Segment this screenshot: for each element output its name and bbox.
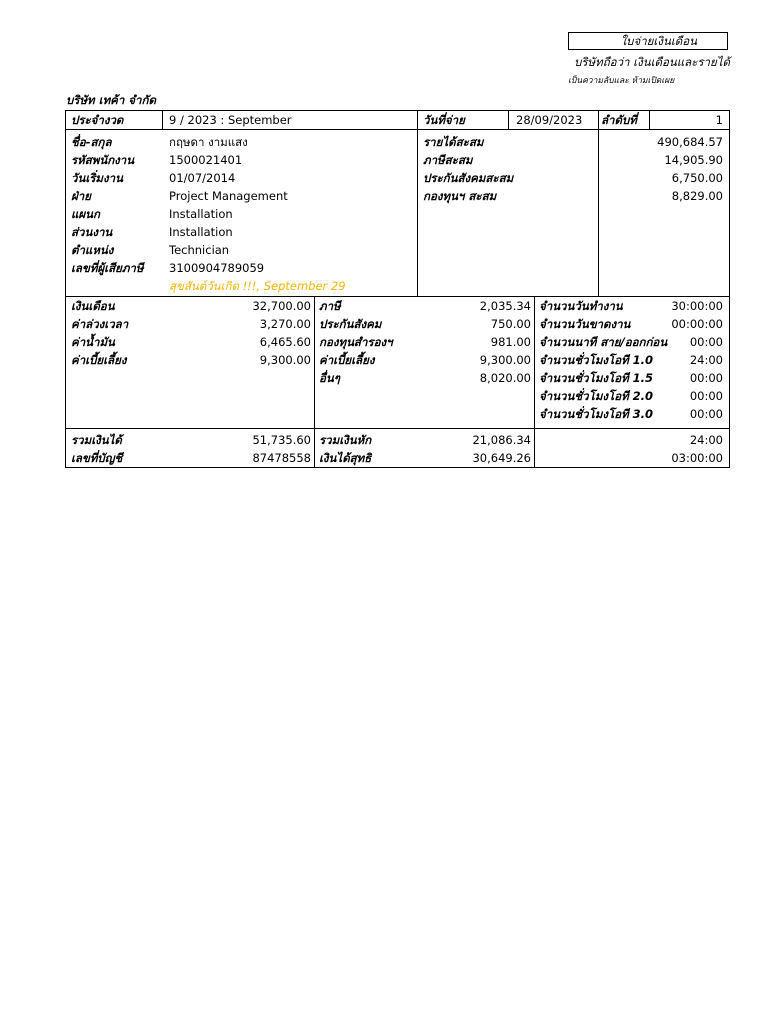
company-name: บริษัท เทค้า จำกัด (66, 93, 156, 107)
division-label: ฝ่าย (71, 189, 91, 203)
income-salary-label: เงินเดือน (71, 299, 115, 313)
attendance-late-value: 00:00 (689, 335, 723, 349)
attendance-ot20-value: 00:00 (689, 389, 723, 403)
payslip-title: ใบจ่ายเงินเดือน (568, 32, 728, 50)
total-deduction-label: รวมเงินหัก (319, 433, 372, 447)
section-value: Installation (169, 225, 233, 239)
divider (598, 111, 599, 296)
attendance-ot10-label: จำนวนชั่วโมงโอที 1.0 (539, 353, 654, 367)
employee-id-label: รหัสพนักงาน (71, 153, 135, 167)
acc-social-security-value: 6,750.00 (671, 171, 723, 185)
income-salary-value: 32,700.00 (252, 299, 311, 313)
attendance-ot30-value: 00:00 (689, 407, 723, 421)
attendance-ot15-label: จำนวนชั่วโมงโอที 1.5 (539, 371, 654, 385)
position-value: Technician (169, 243, 230, 257)
attendance-workdays-label: จำนวนวันทำงาน (539, 299, 623, 313)
attendance-late-label: จำนวนนาที สาย/ออกก่อน (539, 335, 668, 349)
divider (534, 296, 535, 467)
attendance-ot15-value: 00:00 (689, 371, 723, 385)
acc-social-security-label: ประกันสังคมสะสม (423, 171, 514, 185)
deduct-allowance-label: ค่าเบี้ยเลี้ยง (319, 353, 375, 367)
acc-tax-label: ภาษีสะสม (423, 153, 473, 167)
income-overtime-label: ค่าล่วงเวลา (71, 317, 129, 331)
acc-tax-value: 14,905.90 (664, 153, 723, 167)
attendance-ot20-label: จำนวนชั่วโมงโอที 2.0 (539, 389, 654, 403)
divider (66, 129, 729, 130)
sequence-label: ลำดับที่ (601, 113, 637, 127)
start-date-value: 01/07/2014 (169, 171, 236, 185)
acc-income-label: รายได้สะสม (423, 135, 484, 149)
income-allowance-value: 9,300.00 (259, 353, 311, 367)
deduct-social-security-label: ประกันสังคม (319, 317, 382, 331)
account-number-label: เลขที่บัญชี (71, 451, 123, 465)
account-number-value: 87478558 (252, 451, 311, 465)
tax-id-value: 3100904789059 (169, 261, 265, 275)
paydate-value: 28/09/2023 (516, 113, 583, 127)
acc-income-value: 490,684.57 (657, 135, 723, 149)
acc-fund-label: กองทุนฯ สะสม (423, 189, 497, 203)
deduct-social-security-value: 750.00 (490, 317, 531, 331)
company-statement: บริษัทถือว่า เงินเดือนและรายได้ (574, 55, 730, 69)
start-date-label: วันเริ่มงาน (71, 171, 123, 185)
income-fuel-label: ค่าน้ำมัน (71, 335, 115, 349)
deduct-provident-fund-value: 981.00 (490, 335, 531, 349)
divider (66, 296, 729, 297)
net-income-label: เงินได้สุทธิ (319, 451, 372, 465)
deduct-allowance-value: 9,300.00 (479, 353, 531, 367)
divider (66, 428, 729, 429)
divider (417, 111, 418, 296)
divider (649, 111, 650, 129)
section-label: ส่วนงาน (71, 225, 113, 239)
paydate-label: วันที่จ่าย (423, 113, 465, 127)
deduct-other-label: อื่นๆ (319, 371, 340, 385)
total-ot-hours: 24:00 (689, 433, 723, 447)
deduct-provident-fund-label: กองทุนสำรองฯ (319, 335, 393, 349)
total-income-value: 51,735.60 (252, 433, 311, 447)
employee-name-label: ชื่อ-สกุล (71, 135, 112, 149)
department-value: Installation (169, 207, 233, 221)
acc-fund-value: 8,829.00 (671, 189, 723, 203)
divider (508, 111, 509, 129)
total-time: 03:00:00 (671, 451, 723, 465)
income-allowance-label: ค่าเบี้ยเลี้ยง (71, 353, 127, 367)
confidential-note: เป็นความลับและ ห้ามเปิดเผย (568, 76, 675, 86)
payslip-table (65, 110, 730, 468)
income-overtime-value: 3,270.00 (259, 317, 311, 331)
period-label: ประจำงวด (71, 113, 124, 127)
attendance-ot30-label: จำนวนชั่วโมงโอที 3.0 (539, 407, 654, 421)
divider (314, 296, 315, 467)
income-fuel-value: 6,465.60 (259, 335, 311, 349)
total-deduction-value: 21,086.34 (472, 433, 531, 447)
employee-id-value: 1500021401 (169, 153, 243, 167)
attendance-absent-value: 00:00:00 (671, 317, 723, 331)
attendance-absent-label: จำนวนวันขาดงาน (539, 317, 631, 331)
birthday-message: สุขสันต์วันเกิด !!!, September 29 (169, 279, 346, 293)
attendance-ot10-value: 24:00 (689, 353, 723, 367)
net-income-value: 30,649.26 (472, 451, 531, 465)
employee-name-value: กฤษดา งามแสง (169, 135, 248, 149)
division-value: Project Management (169, 189, 288, 203)
deduct-tax-value: 2,035.34 (479, 299, 531, 313)
position-label: ตำแหน่ง (71, 243, 114, 257)
total-income-label: รวมเงินได้ (71, 433, 122, 447)
attendance-workdays-value: 30:00:00 (671, 299, 723, 313)
deduct-tax-label: ภาษี (319, 299, 341, 313)
period-value: 9 / 2023 : September (169, 113, 292, 127)
divider (162, 111, 163, 129)
deduct-other-value: 8,020.00 (479, 371, 531, 385)
sequence-value: 1 (715, 113, 723, 127)
tax-id-label: เลขที่ผู้เสียภาษี (71, 261, 144, 275)
department-label: แผนก (71, 207, 100, 221)
